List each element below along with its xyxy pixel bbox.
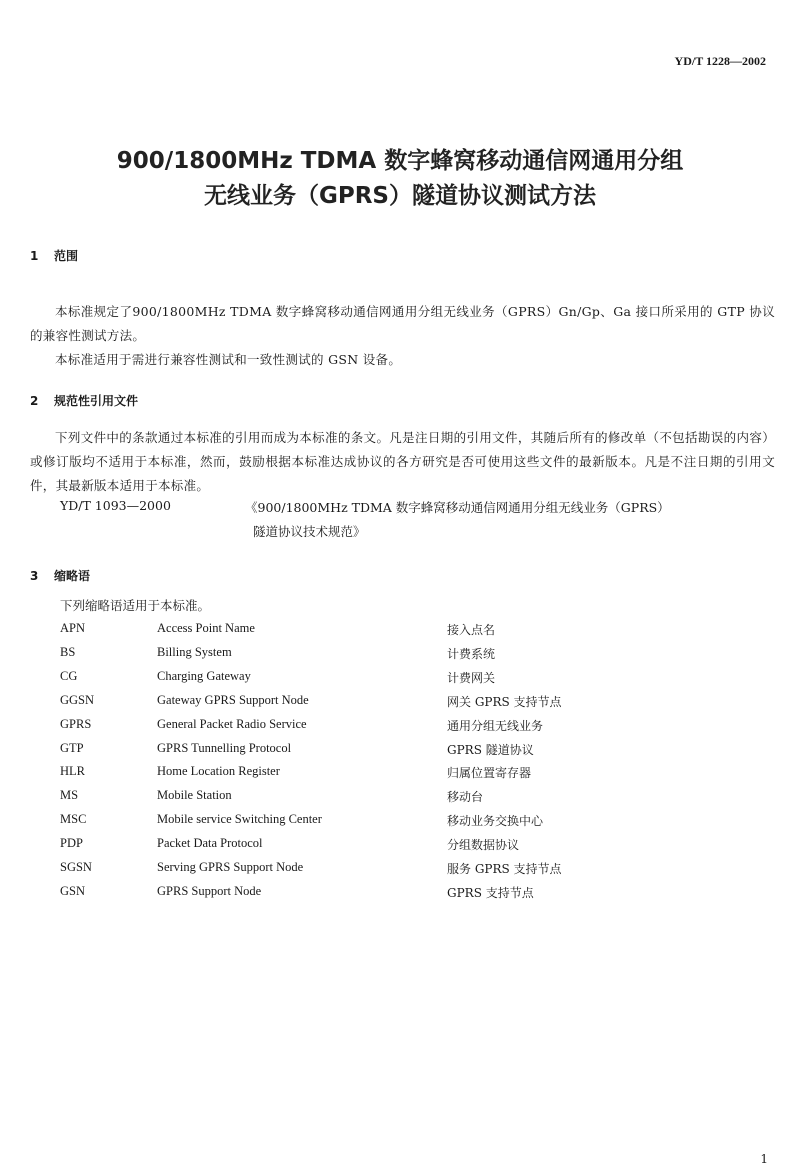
english-term: Packet Data Protocol	[157, 836, 263, 851]
document-title-line1: 900/1800MHz TDMA 数字蜂窝移动通信网通用分组	[116, 148, 684, 174]
abbreviation-row	[60, 884, 760, 908]
chinese-term: GPRS 隧道协议	[447, 742, 534, 757]
chinese-term: 接入点名	[447, 623, 496, 637]
section-2-heading	[30, 392, 138, 409]
abbreviation: MSC	[60, 812, 87, 827]
chinese-term: 分组数据协议	[447, 838, 520, 853]
chinese-term: 网关 GPRS 支持节点	[447, 694, 562, 709]
abbreviation-row	[60, 741, 760, 765]
abbreviation: PDP	[60, 836, 83, 851]
english-term: Mobile Station	[157, 788, 232, 803]
abbreviation-row	[60, 693, 760, 717]
chinese-term: 移动台	[447, 790, 484, 805]
abbreviation: HLR	[60, 764, 85, 779]
section-title: 范围	[54, 249, 79, 263]
english-term: Charging Gateway	[157, 668, 251, 683]
standard-number: YD/T 1228—2002	[674, 54, 766, 68]
english-term: GPRS Support Node	[157, 883, 262, 898]
chinese-term: 计费系统	[447, 646, 496, 661]
section-title: 缩略语	[54, 569, 91, 583]
english-term: GPRS Tunnelling Protocol	[157, 740, 292, 755]
section-title: 规范性引用文件	[54, 394, 139, 408]
english-term: Serving GPRS Support Node	[157, 860, 304, 874]
english-term: Mobile service Switching Center	[157, 812, 322, 827]
page-number: 1	[760, 1152, 768, 1166]
section-3-heading	[30, 567, 90, 584]
abbreviation-row	[60, 669, 760, 693]
abbreviation: GTP	[60, 740, 84, 755]
abbreviation: SGSN	[60, 860, 92, 874]
reference-code: YD/T 1093—2000	[60, 498, 171, 513]
english-term: Home Location Register	[157, 764, 280, 779]
abbreviation-row	[60, 788, 760, 812]
reference-title-line1: 《900/1800MHz TDMA 数字蜂窝移动通信网通用分组无线业务（GPRS）	[245, 500, 670, 515]
abbreviation: APN	[60, 621, 86, 635]
section-1-heading	[30, 247, 78, 264]
abbreviation: CG	[60, 668, 78, 683]
abbreviation-row	[60, 812, 760, 836]
abbreviation-row	[60, 621, 760, 645]
abbreviation: MS	[60, 788, 79, 803]
section-1-paragraph-1: 本标准规定了900/1800MHz TDMA 数字蜂窝移动通信网通用分组无线业务（GPRS）Gn/Gp、Ga 接口所采用的 GTP 协议的兼容性测试方法。	[30, 304, 775, 343]
abbreviation: GGSN	[60, 692, 95, 707]
chinese-term: 通用分组无线业务	[447, 718, 544, 733]
section-2-paragraph: 下列文件中的条款通过本标准的引用而成为本标准的条文。凡是注日期的引用文件，其随后所有的修改单（不包括勘误的内容）或修订版均不适用于本标准，然而，鼓励根据本标准达成协议的各方研究是否可使用这些文件的最新版本。凡是不注日期的引用文件，其最新版本适用于本标准。	[30, 430, 775, 493]
abbreviation-row	[60, 645, 760, 669]
english-term: General Packet Radio Service	[157, 716, 307, 731]
section-number: 1	[30, 249, 39, 263]
reference-title-line2: 隧道协议技术规范》	[253, 524, 366, 539]
abbreviation-row	[60, 764, 760, 788]
abbreviation-row	[60, 717, 760, 741]
chinese-term: 服务 GPRS 支持节点	[447, 862, 562, 876]
section-number: 2	[30, 394, 39, 408]
chinese-term: GPRS 支持节点	[447, 885, 534, 900]
chinese-term: 归属位置寄存器	[447, 766, 532, 781]
english-term: Billing System	[157, 644, 232, 659]
english-term: Gateway GPRS Support Node	[157, 692, 309, 707]
section-number: 3	[30, 569, 39, 583]
abbreviation: BS	[60, 644, 76, 659]
document-title-line2: 无线业务（GPRS）隧道协议测试方法	[203, 183, 596, 209]
abbreviation-row	[60, 860, 760, 884]
section-1-paragraph-2: 本标准适用于需进行兼容性测试和一致性测试的 GSN 设备。	[55, 352, 402, 367]
chinese-term: 计费网关	[447, 670, 496, 685]
abbreviation-row	[60, 836, 760, 860]
abbreviation: GSN	[60, 883, 86, 898]
section-3-intro: 下列缩略语适用于本标准。	[60, 598, 211, 613]
english-term: Access Point Name	[157, 621, 255, 635]
abbreviation: GPRS	[60, 716, 92, 731]
chinese-term: 移动业务交换中心	[447, 814, 544, 829]
